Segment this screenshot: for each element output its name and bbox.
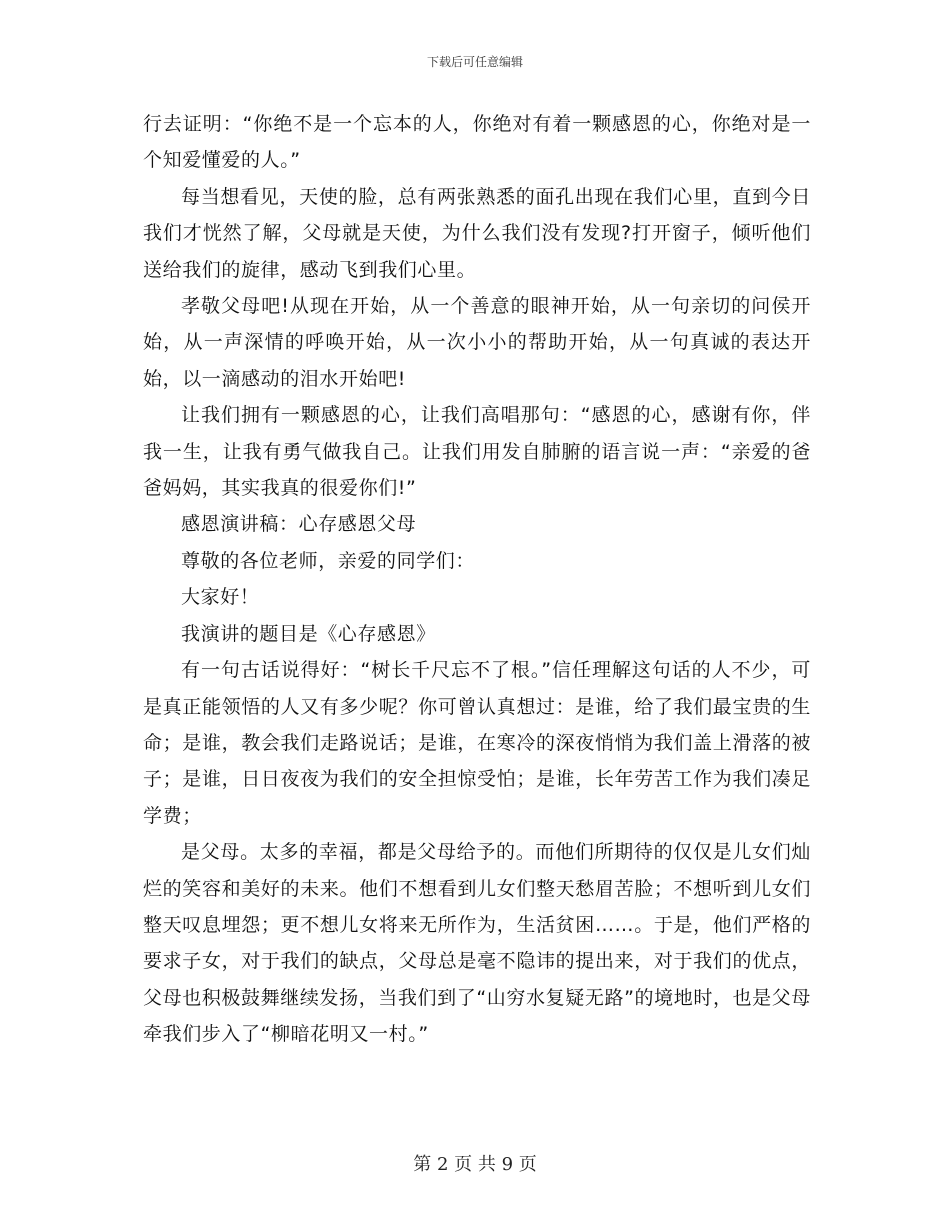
paragraph-9: 有一句古话说得好：“树长千尺忘不了根。”信任理解这句话的人不少，可是真正能领悟的人又有多少呢？你可曾认真想过：是谁，给了我们最宝贵的生命；是谁，教会我们走路说话；是谁，在寒冷的深夜悄悄为我们盖上滑落的被子；是谁，日日夜夜为我们的安全担惊受怕；是谁，长年劳苦工作为我们凑足学费； bbox=[143, 659, 811, 827]
speech-topic: 我演讲的题目是《心存感恩》 bbox=[181, 622, 436, 645]
section-title: 感恩演讲稿：心存感恩父母 bbox=[181, 513, 417, 536]
page-header-note: 下载后可任意编辑 bbox=[426, 55, 523, 69]
paragraph-4: 让我们拥有一颗感恩的心，让我们高唱那句：“感恩的心，感谢有你，伴我一生，让我有勇气做我自己。让我们用发自肺腑的语言说一声：“亲爱的爸爸妈妈，其实我真的很爱你们!” bbox=[143, 404, 811, 500]
paragraph-10: 是父母。太多的幸福，都是父母给予的。而他们所期待的仅仅是儿女们灿烂的笑容和美好的未来。他们不想看到儿女们整天愁眉苦脸；不想听到儿女们整天叹息埋怨；更不想儿女将来无所作为，生活贫困……。于是，他们严格的要求子女，对于我们的缺点，父母总是毫不隐讳的提出来，对于我们的优点，父母也积极鼓舞继续发扬，当我们到了“山穷水复疑无路”的境地时，也是父母牵我们步入了“柳暗花明又一村。” bbox=[143, 841, 811, 1046]
paragraph-1: 行去证明：“你绝不是一个忘本的人，你绝对有着一颗感恩的心，你绝对是一个知爱懂爱的人。” bbox=[143, 113, 811, 172]
paragraph-2: 每当想看见，天使的脸，总有两张熟悉的面孔出现在我们心里，直到今日我们才恍然了解，父母就是天使，为什么我们没有发现?打开窗子，倾听他们送给我们的旋律，感动飞到我们心里。 bbox=[143, 185, 811, 281]
document-body bbox=[143, 106, 811, 1053]
paragraph-3: 孝敬父母吧!从现在开始，从一个善意的眼神开始，从一句亲切的问侯开始，从一声深情的呼唤开始，从一次小小的帮助开始，从一句真诚的表达开始，以一滴感动的泪水开始吧! bbox=[143, 295, 811, 390]
greeting: 大家好！ bbox=[181, 586, 260, 609]
page-number-footer: 第 2 页 共 9 页 bbox=[413, 1154, 537, 1175]
salutation: 尊敬的各位老师，亲爱的同学们： bbox=[181, 549, 476, 572]
